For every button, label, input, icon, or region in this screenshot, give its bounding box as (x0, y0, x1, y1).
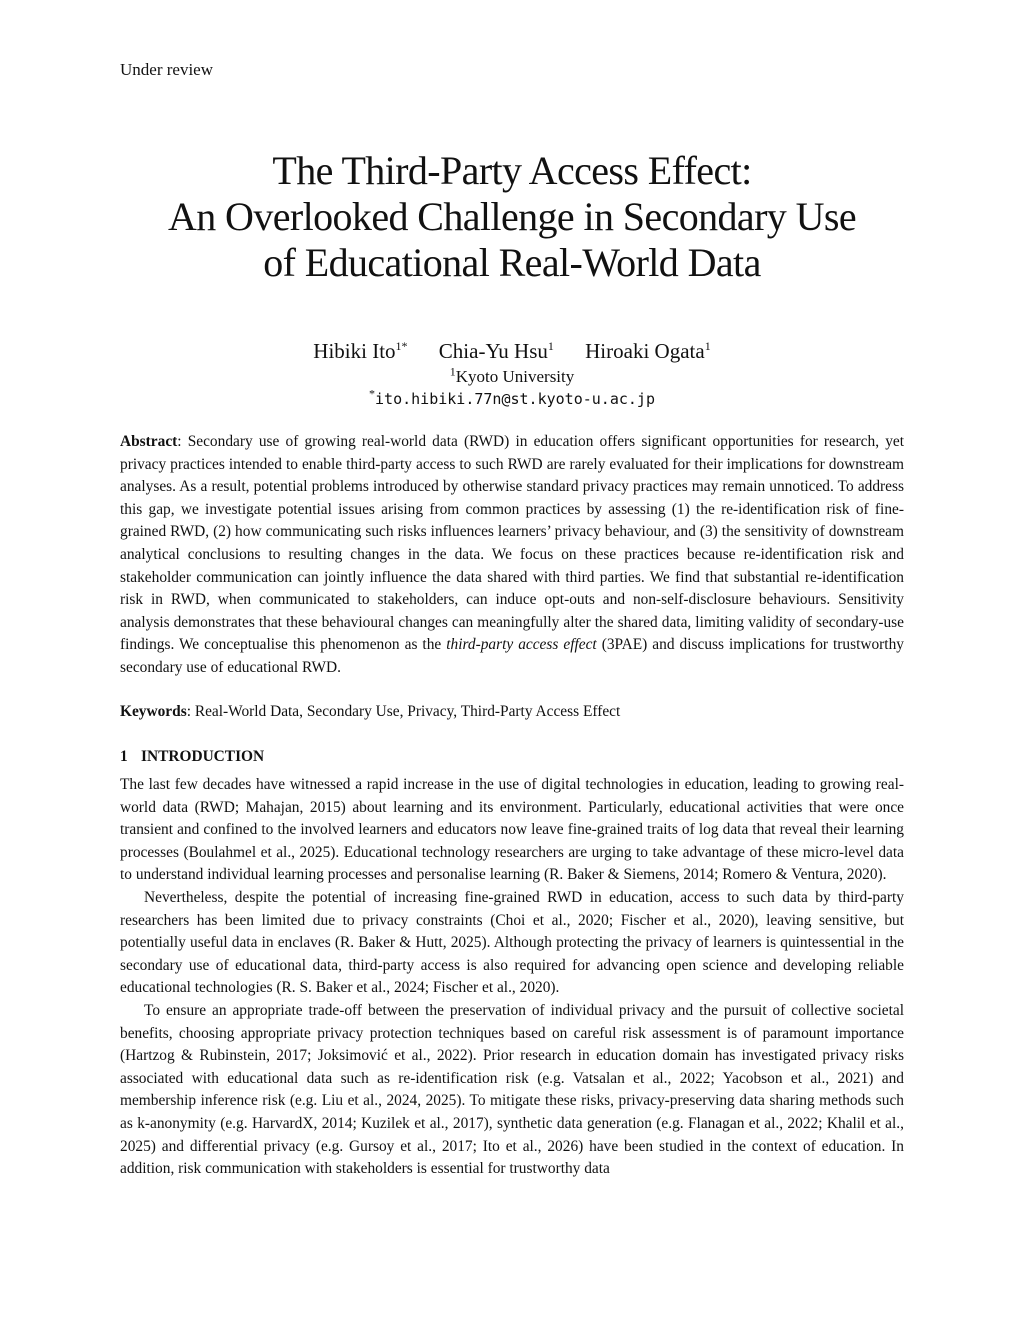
introduction-body (120, 774, 904, 1181)
keywords (120, 701, 904, 724)
abstract-text: : Secondary use of growing real-world data (RWD) in education offers significant opportunities for research, yet privacy practices intended to enable third-party access to such RWD are rarely evaluated for their implications for downstream analyses. As a result, potential problems introduced by otherwise standard privacy practices may remain unnoticed. To address this gap, we investigate potential issues arising from common practices by assessing (1) the re-identification risk of fine-grained RWD, (2) how communicating such risks influences learners’ privacy behaviour, and (3) the sensitivity of downstream analytical conclusions to resulting changes in the data. We focus on these practices because re-identification risk and stakeholder communication can jointly influence the data shared with third parties. We find that substantial re-identification risk in RWD, when communicated to stakeholders, can induce opt-outs and non-self-disclosure behaviours. Sensitivity analysis demonstrates that these behavioural changes can meaningfully alter the shared data, limiting validity of secondary-use findings. We conceptualise this phenomenon as the (120, 433, 904, 654)
email-mark: * (369, 386, 376, 401)
author-name: Hibiki Ito (313, 339, 396, 363)
abstract-term: third-party access effect (446, 636, 597, 654)
paragraph: The last few decades have witnessed a rapid increase in the use of digital technologies in education, leading to growing real-world data (RWD; Mahajan, 2015) about learning and its environment. Particularly, educational activities that were once transient and confined to the involved learners and educators now leave fine-grained traits of log data that reveal their learning processes (Boulahmel et al., 2025). Educational technology researchers are urging to take advantage of these micro-level data to understand individual learning processes and personalise learning (R. Baker & Siemens, 2014; Romero & Ventura, 2020). (120, 776, 904, 884)
keywords-label: Keywords (120, 703, 187, 720)
abstract-text-end: (3PAE) and discuss implications for trustworthy secondary use of educational RWD. (120, 636, 904, 676)
author-name: Chia-Yu Hsu (438, 339, 548, 363)
affiliation (112, 366, 912, 388)
author-mark: 1* (395, 339, 408, 353)
abstract (120, 431, 904, 680)
affiliation-mark: 1 (449, 364, 456, 379)
author-mark: 1 (704, 339, 711, 353)
author-list (112, 338, 912, 364)
keywords-text: : Real-World Data, Secondary Use, Privacy, Third-Party Access Effect (186, 703, 621, 720)
title-line: An Overlooked Challenge in Secondary Use (167, 194, 857, 239)
running-header: Under review (120, 60, 213, 79)
paper-title (92, 148, 932, 286)
email-address[interactable]: ito.hibiki.77n@st.kyoto-u.ac.jp (375, 390, 655, 408)
abstract-label: Abstract (120, 433, 178, 450)
author (439, 338, 554, 364)
section-heading (120, 746, 264, 768)
paragraph: To ensure an appropriate trade-off between the preservation of individual privacy and the pursuit of collective societal benefits, choosing appropriate privacy protection techniques based on careful risk assessment is of paramount importance (Hartzog & Rubinstein, 2017; Joksimović et al., 2022). Prior research in education domain has investigated privacy risks associated with educational data such as re-identification risk (e.g. Vatsalan et al., 2022; Yacobson et al., 2021) and membership inference risk (e.g. Liu et al., 2024, 2025). To mitigate these risks, privacy-preserving data sharing methods such as k-anonymity (e.g. HarvardX, 2014; Kuzilek et al., 2017), synthetic data generation (e.g. Flanagan et al., 2022; Khalil et al., 2025) and differential privacy (e.g. Gursoy et al., 2017; Ito et al., 2026) have been studied in the context of education. In addition, risk communication with stakeholders is essential for trustworthy data (120, 1001, 904, 1178)
paragraph: Nevertheless, despite the potential of increasing fine-grained RWD in education, access to such data by third-party researchers has been limited due to privacy constraints (Choi et al., 2020; Fischer et al., 2020), leaving sensitive, but potentially useful data in enclaves (R. Baker & Hutt, 2025). Although protecting the privacy of learners is quintessential in the secondary use of educational data, third-party access is also required for advancing open science and developing reliable educational technologies (R. S. Baker et al., 2024; Fischer et al., 2020). (120, 888, 904, 997)
section-title: INTRODUCTION (141, 748, 265, 765)
author (313, 338, 407, 364)
section-number: 1 (120, 748, 128, 765)
title-line: of Educational Real-World Data (263, 240, 761, 285)
title-line: The Third-Party Access Effect: (272, 148, 752, 193)
author (585, 338, 711, 364)
author-mark: 1 (547, 339, 554, 353)
contact-email (112, 388, 912, 411)
author-name: Hiroaki Ogata (585, 339, 705, 363)
affiliation-name: Kyoto University (455, 367, 575, 386)
